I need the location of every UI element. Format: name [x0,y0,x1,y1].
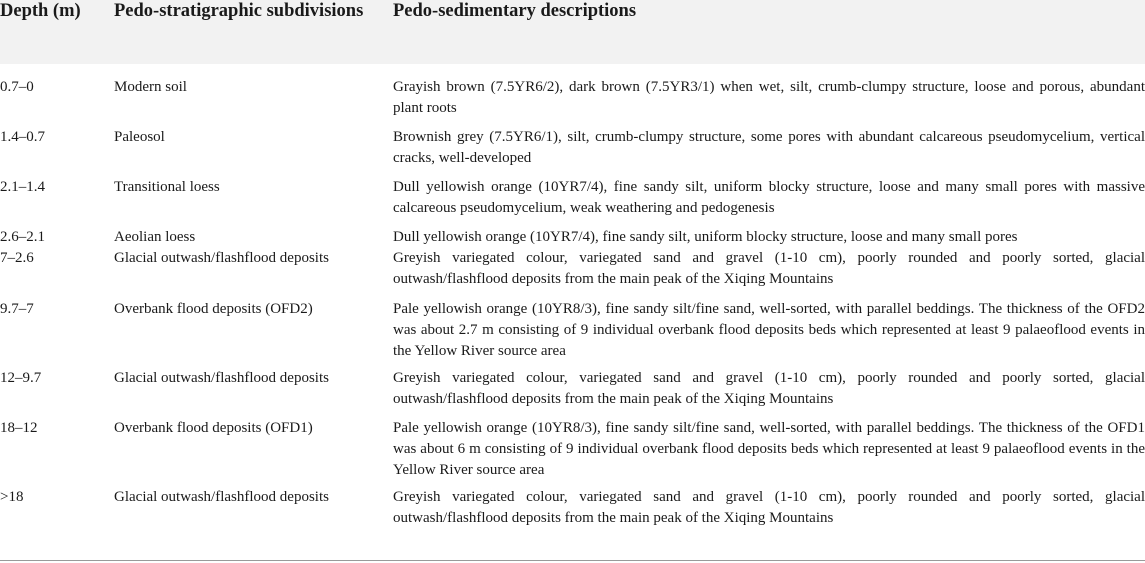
cell-depth: >18 [0,489,24,505]
cell-unit: Glacial outwash/flashflood deposits [114,489,329,505]
table-row [0,362,1145,412]
cell-depth: 0.7–0 [0,79,34,95]
cell-description: Dull yellowish orange (10YR7/4), fine sandy silt, uniform blocky structure, loose and many small pores [393,229,1018,245]
table-header-row [0,0,1145,64]
table-row [0,171,1145,221]
cell-description: Pale yellowish orange (10YR8/3), fine sandy silt/fine sand, well-sorted, with parallel beddings. The thickness of the OFD2 was about 2.7 m consisting of 9 individual overbank flood deposits beds which represented at least 9 palaeoflood events in the Yellow River source area [393,301,1145,359]
cell-depth: 7–2.6 [0,250,34,266]
cell-depth: 2.6–2.1 [0,229,45,245]
cell-description: Greyish variegated colour, variegated sand and gravel (1-10 cm), poorly rounded and poorly sorted, glacial outwash/flashflood deposits from the main peak of the Xiqing Mountains [393,489,1145,526]
cell-description: Pale yellowish orange (10YR8/3), fine sandy silt/fine sand, well-sorted, with parallel beddings. The thickness of the OFD1 was about 6 m consisting of 9 individual overbank flood deposits beds which represented at least 9 palaeoflood events in the Yellow River source area [393,420,1145,478]
cell-unit: Glacial outwash/flashflood deposits [114,250,329,266]
cell-depth: 18–12 [0,420,38,436]
cell-unit: Paleosol [114,129,165,145]
cell-unit: Glacial outwash/flashflood deposits [114,370,329,386]
cell-description: Grayish brown (7.5YR6/2), dark brown (7.5YR3/1) when wet, silt, crumb-clumpy structure, loose and porous, abundant plant roots [393,79,1145,116]
cell-unit: Overbank flood deposits (OFD1) [114,420,313,436]
cell-unit: Aeolian loess [114,229,196,245]
header-descriptions: Pedo-sedimentary descriptions [393,1,637,21]
cell-unit: Overbank flood deposits (OFD2) [114,301,313,317]
cell-unit: Modern soil [114,79,187,95]
cell-description: Greyish variegated colour, variegated sand and gravel (1-10 cm), poorly rounded and poorly sorted, glacial outwash/flashflood deposits from the main peak of the Xiqing Mountains [393,370,1145,407]
table-row [0,293,1145,362]
cell-depth: 1.4–0.7 [0,129,45,145]
header-subdivisions: Pedo-stratigraphic subdivisions [114,1,364,21]
cell-description: Greyish variegated colour, variegated sand and gravel (1-10 cm), poorly rounded and poorly sorted, glacial outwash/flashflood deposits from the main peak of the Xiqing Mountains [393,250,1145,287]
table-bottom-rule [0,560,1145,561]
table-row [0,248,1145,293]
table-row [0,77,1145,121]
cell-description: Brownish grey (7.5YR6/1), silt, crumb-clumpy structure, some pores with abundant calcareous pseudomycelium, vertical cracks, well-developed [393,129,1145,166]
cell-depth: 12–9.7 [0,370,42,386]
cell-depth: 9.7–7 [0,301,34,317]
cell-description: Dull yellowish orange (10YR7/4), fine sandy silt, uniform blocky structure, loose and many small pores with massive calcareous pseudomycelium, weak weathering and pedogenesis [393,179,1145,216]
table-row [0,221,1145,248]
cell-depth: 2.1–1.4 [0,179,45,195]
table-row [0,481,1145,531]
header-depth: Depth (m) [0,1,81,21]
table-row [0,121,1145,171]
cell-unit: Transitional loess [114,179,220,195]
table-row [0,412,1145,481]
